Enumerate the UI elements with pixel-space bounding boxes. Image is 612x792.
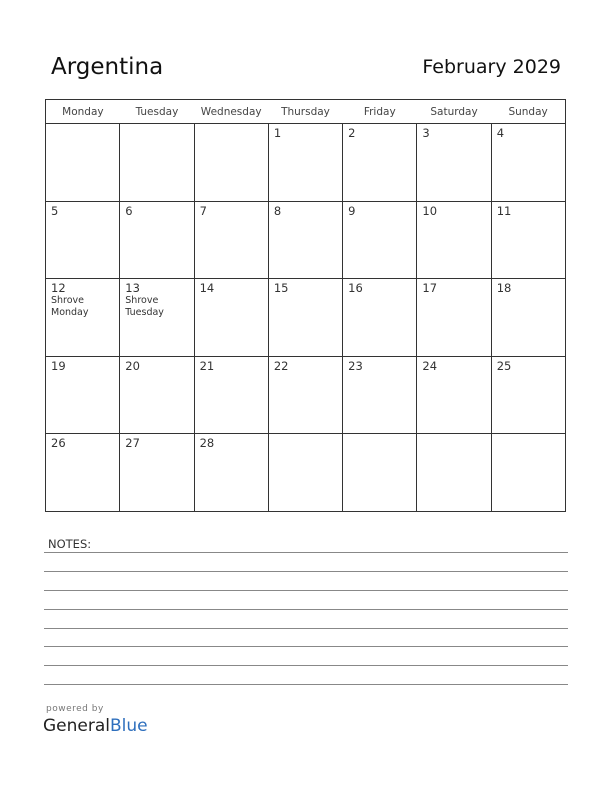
day-cell: [268, 124, 342, 202]
day-number: 2: [348, 126, 356, 140]
day-number: 27: [125, 436, 140, 451]
week-row: [46, 124, 566, 202]
day-cell: [194, 124, 268, 202]
brand-general: General: [43, 716, 110, 736]
day-cell: [120, 279, 194, 357]
day-cell: [268, 434, 342, 512]
day-cell: [268, 279, 342, 357]
day-number: 13: [125, 281, 140, 296]
week-row: [46, 201, 566, 279]
generalblue-logo: [43, 716, 148, 736]
weekday-header: Friday: [343, 100, 417, 124]
day-number: 3: [422, 126, 430, 140]
month-year-title: February 2029: [422, 56, 561, 78]
day-cell: [46, 356, 120, 434]
day-number: 28: [199, 436, 215, 451]
weekday-header-row: [46, 100, 566, 124]
holiday-label: Shrove Monday: [51, 295, 89, 319]
day-number: 24: [422, 358, 438, 373]
day-number: 22: [273, 358, 289, 373]
notes-line: [44, 628, 568, 629]
calendar-grid: [45, 99, 566, 512]
day-cell: [343, 356, 417, 434]
day-cell: [417, 124, 491, 202]
day-number: 1: [273, 126, 282, 140]
weekday-header: Sunday: [491, 100, 565, 124]
day-number: 14: [199, 281, 215, 296]
day-number: 6: [125, 203, 133, 218]
day-number: 19: [51, 358, 66, 373]
country-title: Argentina: [51, 54, 164, 80]
day-cell: [120, 356, 194, 434]
day-cell: [491, 434, 565, 512]
day-cell: [343, 279, 417, 357]
day-number: 7: [199, 203, 207, 218]
day-cell: [46, 279, 120, 357]
notes-line: [44, 571, 568, 572]
weekday-header: Saturday: [417, 100, 491, 124]
day-cell: [417, 279, 491, 357]
day-cell: [417, 201, 491, 279]
day-cell: [120, 124, 194, 202]
day-number: 17: [422, 281, 438, 296]
day-number: 5: [51, 203, 59, 218]
day-number: 20: [125, 358, 140, 373]
powered-by-text: powered by: [46, 704, 104, 714]
weekday-header: Monday: [46, 100, 120, 124]
day-number: 12: [51, 281, 66, 296]
day-number: 18: [496, 281, 512, 296]
day-number: 25: [496, 358, 512, 373]
day-cell: [46, 201, 120, 279]
weekday-header: Thursday: [268, 100, 342, 124]
day-cell: [194, 356, 268, 434]
day-number: 16: [348, 281, 363, 296]
day-number: 8: [273, 203, 282, 218]
day-cell: [194, 279, 268, 357]
day-cell: [491, 279, 565, 357]
holiday-label: Shrove Tuesday: [125, 295, 164, 319]
day-cell: [491, 356, 565, 434]
day-number: 21: [199, 358, 215, 373]
week-row: [46, 356, 566, 434]
notes-line: [44, 609, 568, 610]
day-cell: [194, 434, 268, 512]
day-cell: [120, 434, 194, 512]
day-cell: [268, 201, 342, 279]
day-number: 11: [496, 203, 512, 218]
day-number: 15: [273, 281, 289, 296]
day-cell: [491, 124, 565, 202]
notes-line: [44, 552, 568, 553]
day-number: 9: [348, 203, 356, 218]
week-row: [46, 434, 566, 512]
day-cell: [343, 124, 417, 202]
day-cell: [417, 434, 491, 512]
day-cell: [491, 201, 565, 279]
notes-line: [44, 684, 568, 685]
day-number: 23: [348, 358, 363, 373]
notes-line: [44, 646, 568, 647]
notes-label: NOTES:: [48, 537, 92, 551]
brand-blue: Blue: [110, 716, 148, 736]
weekday-header: Tuesday: [120, 100, 194, 124]
notes-line: [44, 665, 568, 666]
day-cell: [194, 201, 268, 279]
notes-line: [44, 590, 568, 591]
day-number: 10: [422, 203, 438, 218]
day-cell: [343, 201, 417, 279]
day-cell: [46, 124, 120, 202]
day-number: 26: [51, 436, 66, 451]
day-cell: [417, 356, 491, 434]
day-cell: [46, 434, 120, 512]
day-number: 4: [496, 126, 505, 140]
day-cell: [120, 201, 194, 279]
day-cell: [268, 356, 342, 434]
day-cell: [343, 434, 417, 512]
weekday-header: Wednesday: [194, 100, 268, 124]
week-row: [46, 279, 566, 357]
